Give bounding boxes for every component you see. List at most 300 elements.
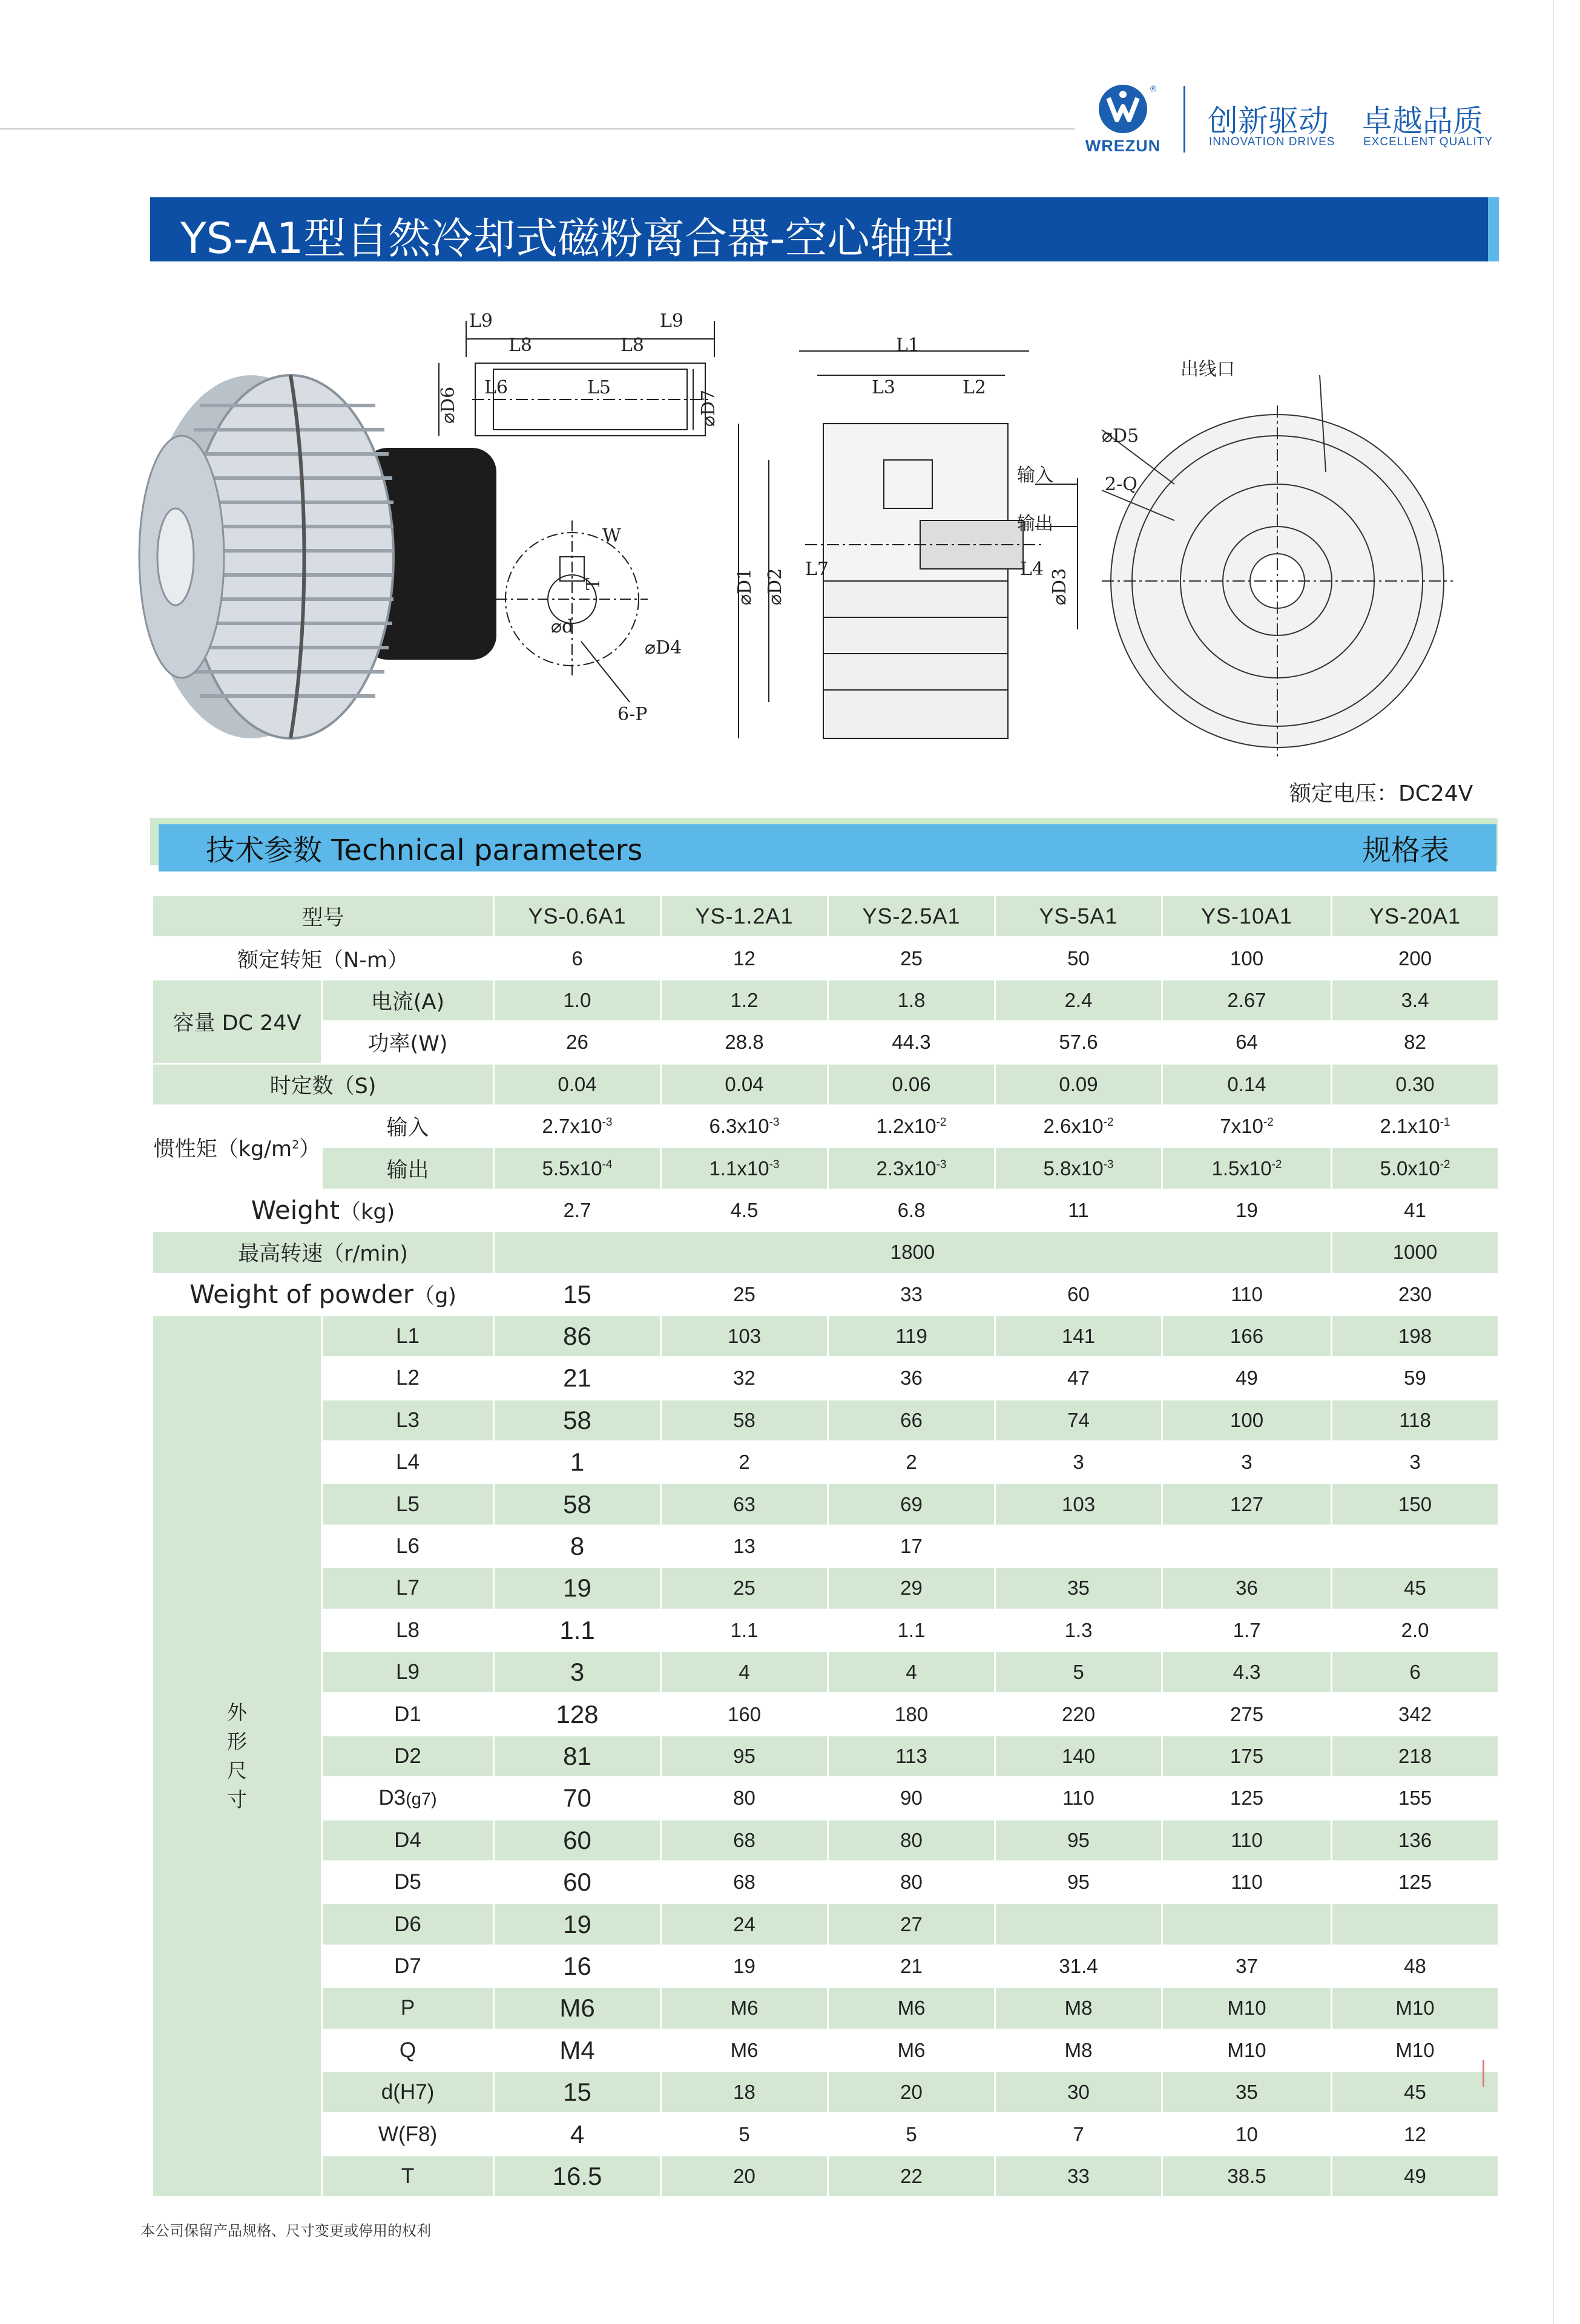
weight-label: Weight（kg) <box>153 1189 494 1231</box>
dimensions-label-char: 寸 <box>227 1788 247 1811</box>
dimension-cell: 32 <box>661 1357 828 1399</box>
slogan-innovation: 创新驱动 <box>1208 103 1329 139</box>
section-spec-label: 规格表 <box>1362 833 1450 867</box>
dimension-cell: 30 <box>995 2071 1162 2113</box>
dimension-cell: 1.1 <box>828 1609 995 1651</box>
dimension-name: L8 <box>322 1609 494 1651</box>
max-speed-label: 最高转速（r/min) <box>153 1232 494 1273</box>
dimension-cell: 16 <box>494 1945 661 1987</box>
svg-text:L5: L5 <box>587 377 611 398</box>
title-bar <box>150 197 1499 261</box>
dimension-cell: 2 <box>828 1442 995 1483</box>
model-cell: YS-5A1 <box>995 896 1162 937</box>
dimension-cell: 20 <box>828 2071 995 2113</box>
edge-mark <box>1483 2060 1484 2087</box>
bore-sketch <box>496 520 648 702</box>
dimension-cell: 68 <box>661 1861 828 1903</box>
svg-text:L9: L9 <box>660 310 684 332</box>
dimension-name: D4 <box>322 1819 494 1861</box>
logo-divider <box>1183 86 1185 153</box>
dimension-cell: 198 <box>1332 1315 1499 1357</box>
weight-cell: 19 <box>1162 1189 1332 1231</box>
row-dimension <box>153 1988 1499 2029</box>
time-constant-cell: 0.30 <box>1332 1063 1499 1105</box>
dimension-cell: 110 <box>1162 1861 1332 1903</box>
dimension-cell: 63 <box>661 1483 828 1525</box>
dimensions-body <box>153 1315 1499 2197</box>
dimension-cell: 90 <box>828 1777 995 1819</box>
dimension-cell: 2 <box>661 1442 828 1483</box>
dimension-cell: 36 <box>1162 1567 1332 1609</box>
power-cell: 82 <box>1332 1022 1499 1063</box>
dimension-name: L3 <box>322 1399 494 1441</box>
dimension-cell: 160 <box>661 1693 828 1735</box>
model-label: 型号 <box>153 896 494 937</box>
dimension-cell: 45 <box>1332 1567 1499 1609</box>
dimension-cell: 136 <box>1332 1819 1499 1861</box>
row-time-constant <box>153 1063 1499 1105</box>
dimension-cell: 1.1 <box>494 1609 661 1651</box>
max-speed-cell: 1000 <box>1332 1232 1499 1273</box>
power-cell: 28.8 <box>661 1022 828 1063</box>
powder-cell: 60 <box>995 1273 1162 1315</box>
dimension-cell: 13 <box>661 1525 828 1567</box>
dimension-cell: 58 <box>494 1399 661 1441</box>
dimension-name: L1 <box>322 1315 494 1357</box>
dimension-cell: 127 <box>1162 1483 1332 1525</box>
dimension-cell: 5 <box>661 2113 828 2155</box>
dimension-cell: M6 <box>828 1988 995 2029</box>
power-cell: 64 <box>1162 1022 1332 1063</box>
dimension-name: T <box>322 2155 494 2197</box>
dimension-cell: 2.0 <box>1332 1609 1499 1651</box>
svg-text:⌀D3: ⌀D3 <box>1049 568 1070 605</box>
row-dimension <box>153 1735 1499 1777</box>
powder-cell: 33 <box>828 1273 995 1315</box>
inertia-input-cell: $2.1x10^{-1}$ <box>1332 1105 1499 1147</box>
inertia-label: 惯性矩$(kg/m^2)$ <box>153 1105 322 1189</box>
svg-text:L4: L4 <box>1020 559 1044 580</box>
section-title: 技术参数 Technical parameters <box>206 833 643 867</box>
dimension-cell: 3 <box>1162 1442 1332 1483</box>
dimension-cell: 49 <box>1162 1357 1332 1399</box>
weight-cell: 41 <box>1332 1189 1499 1231</box>
dimension-cell: 22 <box>828 2155 995 2197</box>
dimension-cell: 18 <box>661 2071 828 2113</box>
dimension-cell: 29 <box>828 1567 995 1609</box>
dimension-cell: 1.1 <box>661 1609 828 1651</box>
dimension-cell: 15 <box>494 2071 661 2113</box>
dimension-cell: 1 <box>494 1442 661 1483</box>
dimension-cell: 16.5 <box>494 2155 661 2197</box>
row-dimension <box>153 1693 1499 1735</box>
dimension-cell: 1.7 <box>1162 1609 1332 1651</box>
svg-text:L3: L3 <box>872 377 896 398</box>
svg-text:⌀D7: ⌀D7 <box>698 389 719 427</box>
torque-cell: 6 <box>494 937 661 979</box>
current-cell: 2.67 <box>1162 979 1332 1021</box>
inertia-output-cell: $5.5x10^{-4}$ <box>494 1147 661 1189</box>
inertia-output-cell: $1.1x10^{-3}$ <box>661 1147 828 1189</box>
dimension-name: D1 <box>322 1693 494 1735</box>
dimension-name: D7 <box>322 1945 494 1987</box>
dimension-cell: 19 <box>661 1945 828 1987</box>
model-cell: YS-0.6A1 <box>494 896 661 937</box>
powder-cell: 15 <box>494 1273 661 1315</box>
torque-cell: 12 <box>661 937 828 979</box>
dimension-cell: 86 <box>494 1315 661 1357</box>
dimension-cell: 5 <box>995 1652 1162 1693</box>
dimension-cell: 81 <box>494 1735 661 1777</box>
svg-text:⌀D1: ⌀D1 <box>734 568 755 605</box>
dimension-cell: M6 <box>661 1988 828 2029</box>
svg-text:L9: L9 <box>469 310 493 332</box>
row-dimension <box>153 1903 1499 1945</box>
dimension-cell: 95 <box>995 1861 1162 1903</box>
row-dimension <box>153 1483 1499 1525</box>
title-stripe <box>1488 197 1499 261</box>
row-dimension <box>153 1609 1499 1651</box>
dimension-cell: 60 <box>494 1861 661 1903</box>
dimension-cell: 10 <box>1162 2113 1332 2155</box>
dimensions-label-char: 外 <box>227 1701 247 1724</box>
dimension-cell: 141 <box>995 1315 1162 1357</box>
inertia-input-label: 输入 <box>322 1105 494 1147</box>
powder-cell: 230 <box>1332 1273 1499 1315</box>
dimension-name: L7 <box>322 1567 494 1609</box>
dimension-cell: 220 <box>995 1693 1162 1735</box>
dimension-cell: M10 <box>1162 1988 1332 2029</box>
time-constant-cell: 0.09 <box>995 1063 1162 1105</box>
dimension-cell: 31.4 <box>995 1945 1162 1987</box>
row-dimension <box>153 1819 1499 1861</box>
dimension-cell <box>1162 1903 1332 1945</box>
dimension-cell: 24 <box>661 1903 828 1945</box>
time-constant-cell: 0.06 <box>828 1063 995 1105</box>
dimension-cell: 103 <box>661 1315 828 1357</box>
row-dimension <box>153 1861 1499 1903</box>
slogan-quality: 卓越品质 <box>1362 103 1483 139</box>
dimension-cell: M6 <box>494 1988 661 2029</box>
current-cell: 1.8 <box>828 979 995 1021</box>
dimension-cell: 19 <box>494 1567 661 1609</box>
dimension-name: Q <box>322 2029 494 2071</box>
inertia-output-cell: $5.8x10^{-3}$ <box>995 1147 1162 1189</box>
model-cell: YS-1.2A1 <box>661 896 828 937</box>
dimension-cell: M10 <box>1332 1988 1499 2029</box>
torque-cell: 50 <box>995 937 1162 979</box>
svg-text:⌀d: ⌀d <box>551 616 574 637</box>
dimension-cell: 95 <box>995 1819 1162 1861</box>
row-inertia-output <box>153 1147 1499 1189</box>
dimension-name: L2 <box>322 1357 494 1399</box>
svg-text:L8: L8 <box>620 335 645 356</box>
power-label: 功率(W) <box>322 1022 494 1063</box>
dimension-name: D5 <box>322 1861 494 1903</box>
weight-cell: 11 <box>995 1189 1162 1231</box>
dimension-cell: 70 <box>494 1777 661 1819</box>
dimension-name: D3(g7) <box>322 1777 494 1819</box>
dimension-cell: 12 <box>1332 2113 1499 2155</box>
row-inertia-input <box>153 1105 1499 1147</box>
dimension-cell: 103 <box>995 1483 1162 1525</box>
inertia-input-cell: $2.6x10^{-2}$ <box>995 1105 1162 1147</box>
page-title: YS-A1型自然冷却式磁粉离合器-空心轴型 <box>180 214 955 263</box>
dimension-cell: 80 <box>828 1861 995 1903</box>
inertia-output-cell: $2.3x10^{-3}$ <box>828 1147 995 1189</box>
dimension-cell: M8 <box>995 2029 1162 2071</box>
dimension-name: L9 <box>322 1652 494 1693</box>
dimension-cell: 175 <box>1162 1735 1332 1777</box>
header-rule <box>0 128 1075 130</box>
dimension-cell: 80 <box>828 1819 995 1861</box>
dimension-cell: 110 <box>1162 1819 1332 1861</box>
dimension-cell: 3 <box>494 1652 661 1693</box>
dimension-cell <box>1162 1525 1332 1567</box>
dimension-cell: 49 <box>1332 2155 1499 2197</box>
product-photo <box>139 375 496 738</box>
dimension-cell: 155 <box>1332 1777 1499 1819</box>
slogan-quality-en: EXCELLENT QUALITY <box>1363 136 1493 148</box>
dimension-cell: 58 <box>661 1399 828 1441</box>
row-dimension <box>153 1777 1499 1819</box>
dimension-cell: 59 <box>1332 1357 1499 1399</box>
footer-note: 本公司保留产品规格、尺寸变更或停用的权利 <box>140 2222 431 2239</box>
dimension-name: P <box>322 1988 494 2029</box>
svg-text:⌀D2: ⌀D2 <box>765 568 786 605</box>
dimensions-label-char: 尺 <box>227 1759 247 1782</box>
torque-cell: 200 <box>1332 937 1499 979</box>
svg-text:L8: L8 <box>509 335 533 356</box>
dimension-cell: 37 <box>1162 1945 1332 1987</box>
dimension-cell: 36 <box>828 1357 995 1399</box>
inertia-output-cell: $5.0x10^{-2}$ <box>1332 1147 1499 1189</box>
dimension-cell: 4.3 <box>1162 1652 1332 1693</box>
dimension-cell <box>1332 1525 1499 1567</box>
dimension-cell: 4 <box>661 1652 828 1693</box>
svg-text:T: T <box>583 577 604 590</box>
time-constant-cell: 0.14 <box>1162 1063 1332 1105</box>
dimension-cell: 150 <box>1332 1483 1499 1525</box>
dimension-cell: 8 <box>494 1525 661 1567</box>
dimension-cell: 69 <box>828 1483 995 1525</box>
powder-cell: 25 <box>661 1273 828 1315</box>
dimension-cell: 110 <box>995 1777 1162 1819</box>
inertia-input-cell: $1.2x10^{-2}$ <box>828 1105 995 1147</box>
weight-cell: 4.5 <box>661 1189 828 1231</box>
inertia-input-cell: $6.3x10^{-3}$ <box>661 1105 828 1147</box>
dimension-cell: 45 <box>1332 2071 1499 2113</box>
dimension-cell: 47 <box>995 1357 1162 1399</box>
dimension-name: D6 <box>322 1903 494 1945</box>
registered-mark: ® <box>1150 84 1157 93</box>
row-dimension <box>153 1945 1499 1987</box>
row-power <box>153 1022 1499 1063</box>
row-powder <box>153 1273 1499 1315</box>
dimension-cell: 128 <box>494 1693 661 1735</box>
svg-text:6-P: 6-P <box>617 704 648 725</box>
dimension-cell: 21 <box>828 1945 995 1987</box>
dimension-cell: 4 <box>494 2113 661 2155</box>
dimension-cell: 60 <box>494 1819 661 1861</box>
dimension-cell: 100 <box>1162 1399 1332 1441</box>
dimension-cell: 3 <box>1332 1442 1499 1483</box>
dimension-cell: 125 <box>1162 1777 1332 1819</box>
row-dimension <box>153 1357 1499 1399</box>
dimension-cell: 21 <box>494 1357 661 1399</box>
model-cell: YS-2.5A1 <box>828 896 995 937</box>
torque-cell: 25 <box>828 937 995 979</box>
current-label: 电流(A) <box>322 979 494 1021</box>
svg-text:W: W <box>602 525 621 547</box>
current-cell: 3.4 <box>1332 979 1499 1021</box>
row-dimension <box>153 1442 1499 1483</box>
inertia-input-cell: $7x10^{-2}$ <box>1162 1105 1332 1147</box>
time-constant-cell: 0.04 <box>661 1063 828 1105</box>
dimension-cell <box>995 1903 1162 1945</box>
dimension-cell: 27 <box>828 1903 995 1945</box>
end-view <box>1102 375 1453 757</box>
dimension-cell: M4 <box>494 2029 661 2071</box>
row-dimension <box>153 1567 1499 1609</box>
dimension-cell: 113 <box>828 1735 995 1777</box>
brand-name: WREZUN <box>1085 137 1161 155</box>
time-constant-cell: 0.04 <box>494 1063 661 1105</box>
row-dimension <box>153 1525 1499 1567</box>
row-max-speed <box>153 1232 1499 1273</box>
power-cell: 57.6 <box>995 1022 1162 1063</box>
rated-voltage: 额定电压：DC24V <box>1289 781 1473 806</box>
dimension-cell: M10 <box>1332 2029 1499 2071</box>
page-edge-rule <box>1553 0 1554 2324</box>
torque-cell: 100 <box>1162 937 1332 979</box>
dimension-cell: M6 <box>828 2029 995 2071</box>
powder-label: Weight of powder（g) <box>153 1273 494 1315</box>
svg-text:L7: L7 <box>805 559 829 580</box>
dimension-cell: 125 <box>1332 1861 1499 1903</box>
dimension-cell: 95 <box>661 1735 828 1777</box>
dimension-cell: 275 <box>1162 1693 1332 1735</box>
dimension-name: L4 <box>322 1442 494 1483</box>
spec-table <box>151 894 1499 2198</box>
dimension-cell: 25 <box>661 1567 828 1609</box>
row-weight <box>153 1189 1499 1231</box>
inertia-input-cell: $2.7x10^{-3}$ <box>494 1105 661 1147</box>
dimension-cell: 48 <box>1332 1945 1499 1987</box>
svg-text:⌀D5: ⌀D5 <box>1102 425 1139 447</box>
dimension-cell: 118 <box>1332 1399 1499 1441</box>
dimension-cell: M10 <box>1162 2029 1332 2071</box>
max-speed-cell: 1800 <box>494 1232 1332 1273</box>
row-dimension <box>153 2029 1499 2071</box>
svg-text:输入: 输入 <box>1017 465 1053 486</box>
dimension-cell: 66 <box>828 1399 995 1441</box>
dimension-name: d(H7) <box>322 2071 494 2113</box>
dimensions-label-char: 形 <box>227 1730 247 1753</box>
svg-text:2-Q: 2-Q <box>1105 474 1137 495</box>
svg-text:输出: 输出 <box>1017 513 1053 534</box>
dimension-cell: 5 <box>828 2113 995 2155</box>
shaft-sketch <box>439 321 714 436</box>
dimension-cell <box>995 1525 1162 1567</box>
dimension-cell: 218 <box>1332 1735 1499 1777</box>
dimensions-label <box>153 1315 322 2197</box>
dimension-name: L5 <box>322 1483 494 1525</box>
capacity-label: 容量 DC 24V <box>153 979 322 1063</box>
dimension-cell: 38.5 <box>1162 2155 1332 2197</box>
inertia-output-cell: $1.5x10^{-2}$ <box>1162 1147 1332 1189</box>
dimension-cell: 35 <box>995 1567 1162 1609</box>
dimension-cell: 35 <box>1162 2071 1332 2113</box>
dimension-cell: 68 <box>661 1819 828 1861</box>
dimension-cell: 20 <box>661 2155 828 2197</box>
dimension-cell: 19 <box>494 1903 661 1945</box>
svg-text:L6: L6 <box>484 377 509 398</box>
slogan-innovation-en: INNOVATION DRIVES <box>1209 136 1335 148</box>
model-cell: YS-10A1 <box>1162 896 1332 937</box>
row-dimension <box>153 2071 1499 2113</box>
row-model <box>153 896 1499 937</box>
row-dimension <box>153 1315 1499 1357</box>
row-torque <box>153 937 1499 979</box>
product-figures <box>109 303 1501 769</box>
dimension-cell: 4 <box>828 1652 995 1693</box>
weight-cell: 6.8 <box>828 1189 995 1231</box>
dimension-name: D2 <box>322 1735 494 1777</box>
dimension-cell: 58 <box>494 1483 661 1525</box>
dimension-name: L6 <box>322 1525 494 1567</box>
dimension-cell: 140 <box>995 1735 1162 1777</box>
svg-text:⌀D4: ⌀D4 <box>645 637 682 658</box>
power-cell: 44.3 <box>828 1022 995 1063</box>
dimension-cell: 1.3 <box>995 1609 1162 1651</box>
inertia-output-label: 输出 <box>322 1147 494 1189</box>
dimension-cell: 7 <box>995 2113 1162 2155</box>
row-dimension <box>153 1399 1499 1441</box>
dimension-name: W(F8) <box>322 2113 494 2155</box>
row-dimension <box>153 2113 1499 2155</box>
dimension-cell <box>1332 1903 1499 1945</box>
time-constant-label: 时定数（S) <box>153 1063 494 1105</box>
dimension-cell: 166 <box>1162 1315 1332 1357</box>
row-dimension <box>153 2155 1499 2197</box>
powder-cell: 110 <box>1162 1273 1332 1315</box>
svg-text:⌀D6: ⌀D6 <box>438 386 459 424</box>
current-cell: 1.2 <box>661 979 828 1021</box>
dimension-cell: 342 <box>1332 1693 1499 1735</box>
current-cell: 2.4 <box>995 979 1162 1021</box>
dimension-cell: 180 <box>828 1693 995 1735</box>
dimension-cell: M8 <box>995 1988 1162 2029</box>
row-current <box>153 979 1499 1021</box>
model-cell: YS-20A1 <box>1332 896 1499 937</box>
svg-text:L2: L2 <box>963 377 987 398</box>
dimension-cell: 33 <box>995 2155 1162 2197</box>
weight-cell: 2.7 <box>494 1189 661 1231</box>
dimension-cell: 80 <box>661 1777 828 1819</box>
torque-label: 额定转矩（N-m） <box>153 937 494 979</box>
current-cell: 1.0 <box>494 979 661 1021</box>
svg-text:L1: L1 <box>896 335 920 356</box>
power-cell: 26 <box>494 1022 661 1063</box>
dimension-cell: 3 <box>995 1442 1162 1483</box>
brand-logo-icon <box>1099 85 1147 133</box>
dimension-cell: M6 <box>661 2029 828 2071</box>
dimension-cell: 17 <box>828 1525 995 1567</box>
row-dimension <box>153 1652 1499 1693</box>
svg-text:出线口: 出线口 <box>1180 359 1235 380</box>
dimension-cell: 119 <box>828 1315 995 1357</box>
